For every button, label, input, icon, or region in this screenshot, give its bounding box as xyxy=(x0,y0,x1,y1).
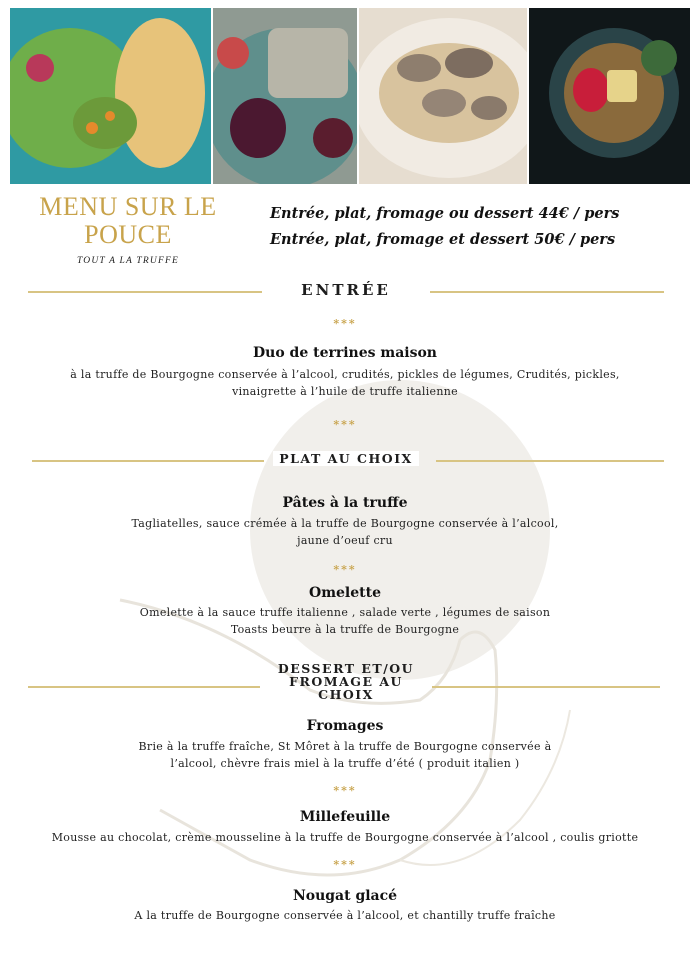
section-entree-header xyxy=(28,280,664,302)
dish-name: Duo de terrines maison xyxy=(253,345,437,361)
dish-name: Omelette xyxy=(309,585,381,601)
dish-description-line: Omelette à la sauce truffe italienne , salade verte , légumes de saison xyxy=(139,606,551,619)
section-dessert-header xyxy=(28,662,664,702)
dish-description-line: vinaigrette à l’huile de truffe italienne xyxy=(232,385,458,398)
separator-stars: *** xyxy=(333,784,357,797)
dish-description xyxy=(40,738,650,772)
dish-description-line: l’alcool, chèvre frais miel à la truffe d’été ( produit italien ) xyxy=(170,757,520,770)
photo-dessert-bowl xyxy=(529,8,690,184)
dish-name: Nougat glacé xyxy=(292,888,398,904)
section-label-line: DESSERT ET/OU xyxy=(277,661,415,676)
dish-description-line: Toasts beurre à la truffe de Bourgogne xyxy=(230,623,460,636)
price-line-1: Entrée, plat, fromage ou dessert 44€ / pers xyxy=(270,205,620,222)
menu-title xyxy=(28,193,228,249)
dish-description-line: Tagliatelles, sauce crémée à la truffe de Bourgogne conservée à l’alcool, xyxy=(131,517,559,530)
section-label: ENTRÉE xyxy=(295,281,397,299)
menu-title-line1: MENU SUR LE xyxy=(39,192,217,221)
dish-description xyxy=(20,829,670,846)
section-label: PLAT AU CHOIX xyxy=(273,451,419,466)
photo-omelette-plate xyxy=(10,8,211,184)
menu-title-line2: POUCE xyxy=(84,220,172,249)
section-label-line: FROMAGE AU xyxy=(289,674,403,689)
photo-truffle-pasta xyxy=(359,8,527,184)
section-plat-header xyxy=(28,450,664,470)
dish-description-line: Mousse au chocolat, crème mousseline à la truffe de Bourgogne conservée à l’alcool , coulis griotte xyxy=(51,831,639,844)
dish-description-line: à la truffe de Bourgogne conservée à l’alcool, crudités, pickles de légumes, Crudités, pickles, xyxy=(70,368,620,381)
dish-name: Fromages xyxy=(306,718,384,734)
separator-stars: *** xyxy=(333,418,357,431)
price-list xyxy=(270,201,680,253)
dish-description xyxy=(40,366,650,400)
dish-description-line: Brie à la truffe fraîche, St Môret à la truffe de Bourgogne conservée à xyxy=(138,740,552,753)
dish-description-line: jaune d’oeuf cru xyxy=(297,534,393,547)
dish-name: Pâtes à la truffe xyxy=(282,495,408,511)
dish-description xyxy=(40,907,650,924)
dish-description-line: A la truffe de Bourgogne conservée à l’alcool, et chantilly truffe fraîche xyxy=(134,909,556,922)
section-label xyxy=(28,662,664,701)
menu-subtitle: TOUT A LA TRUFFE xyxy=(76,256,179,266)
photo-terrines-plate xyxy=(213,8,357,184)
dish-description xyxy=(40,515,650,549)
price-line-2: Entrée, plat, fromage et dessert 50€ / pers xyxy=(270,231,616,248)
separator-stars: *** xyxy=(333,317,357,330)
photo-strip xyxy=(10,8,690,184)
dish-name: Millefeuille xyxy=(299,809,391,825)
dish-description xyxy=(40,604,650,638)
separator-stars: *** xyxy=(333,858,357,871)
separator-stars: *** xyxy=(333,563,357,576)
section-label-line: CHOIX xyxy=(318,687,374,702)
